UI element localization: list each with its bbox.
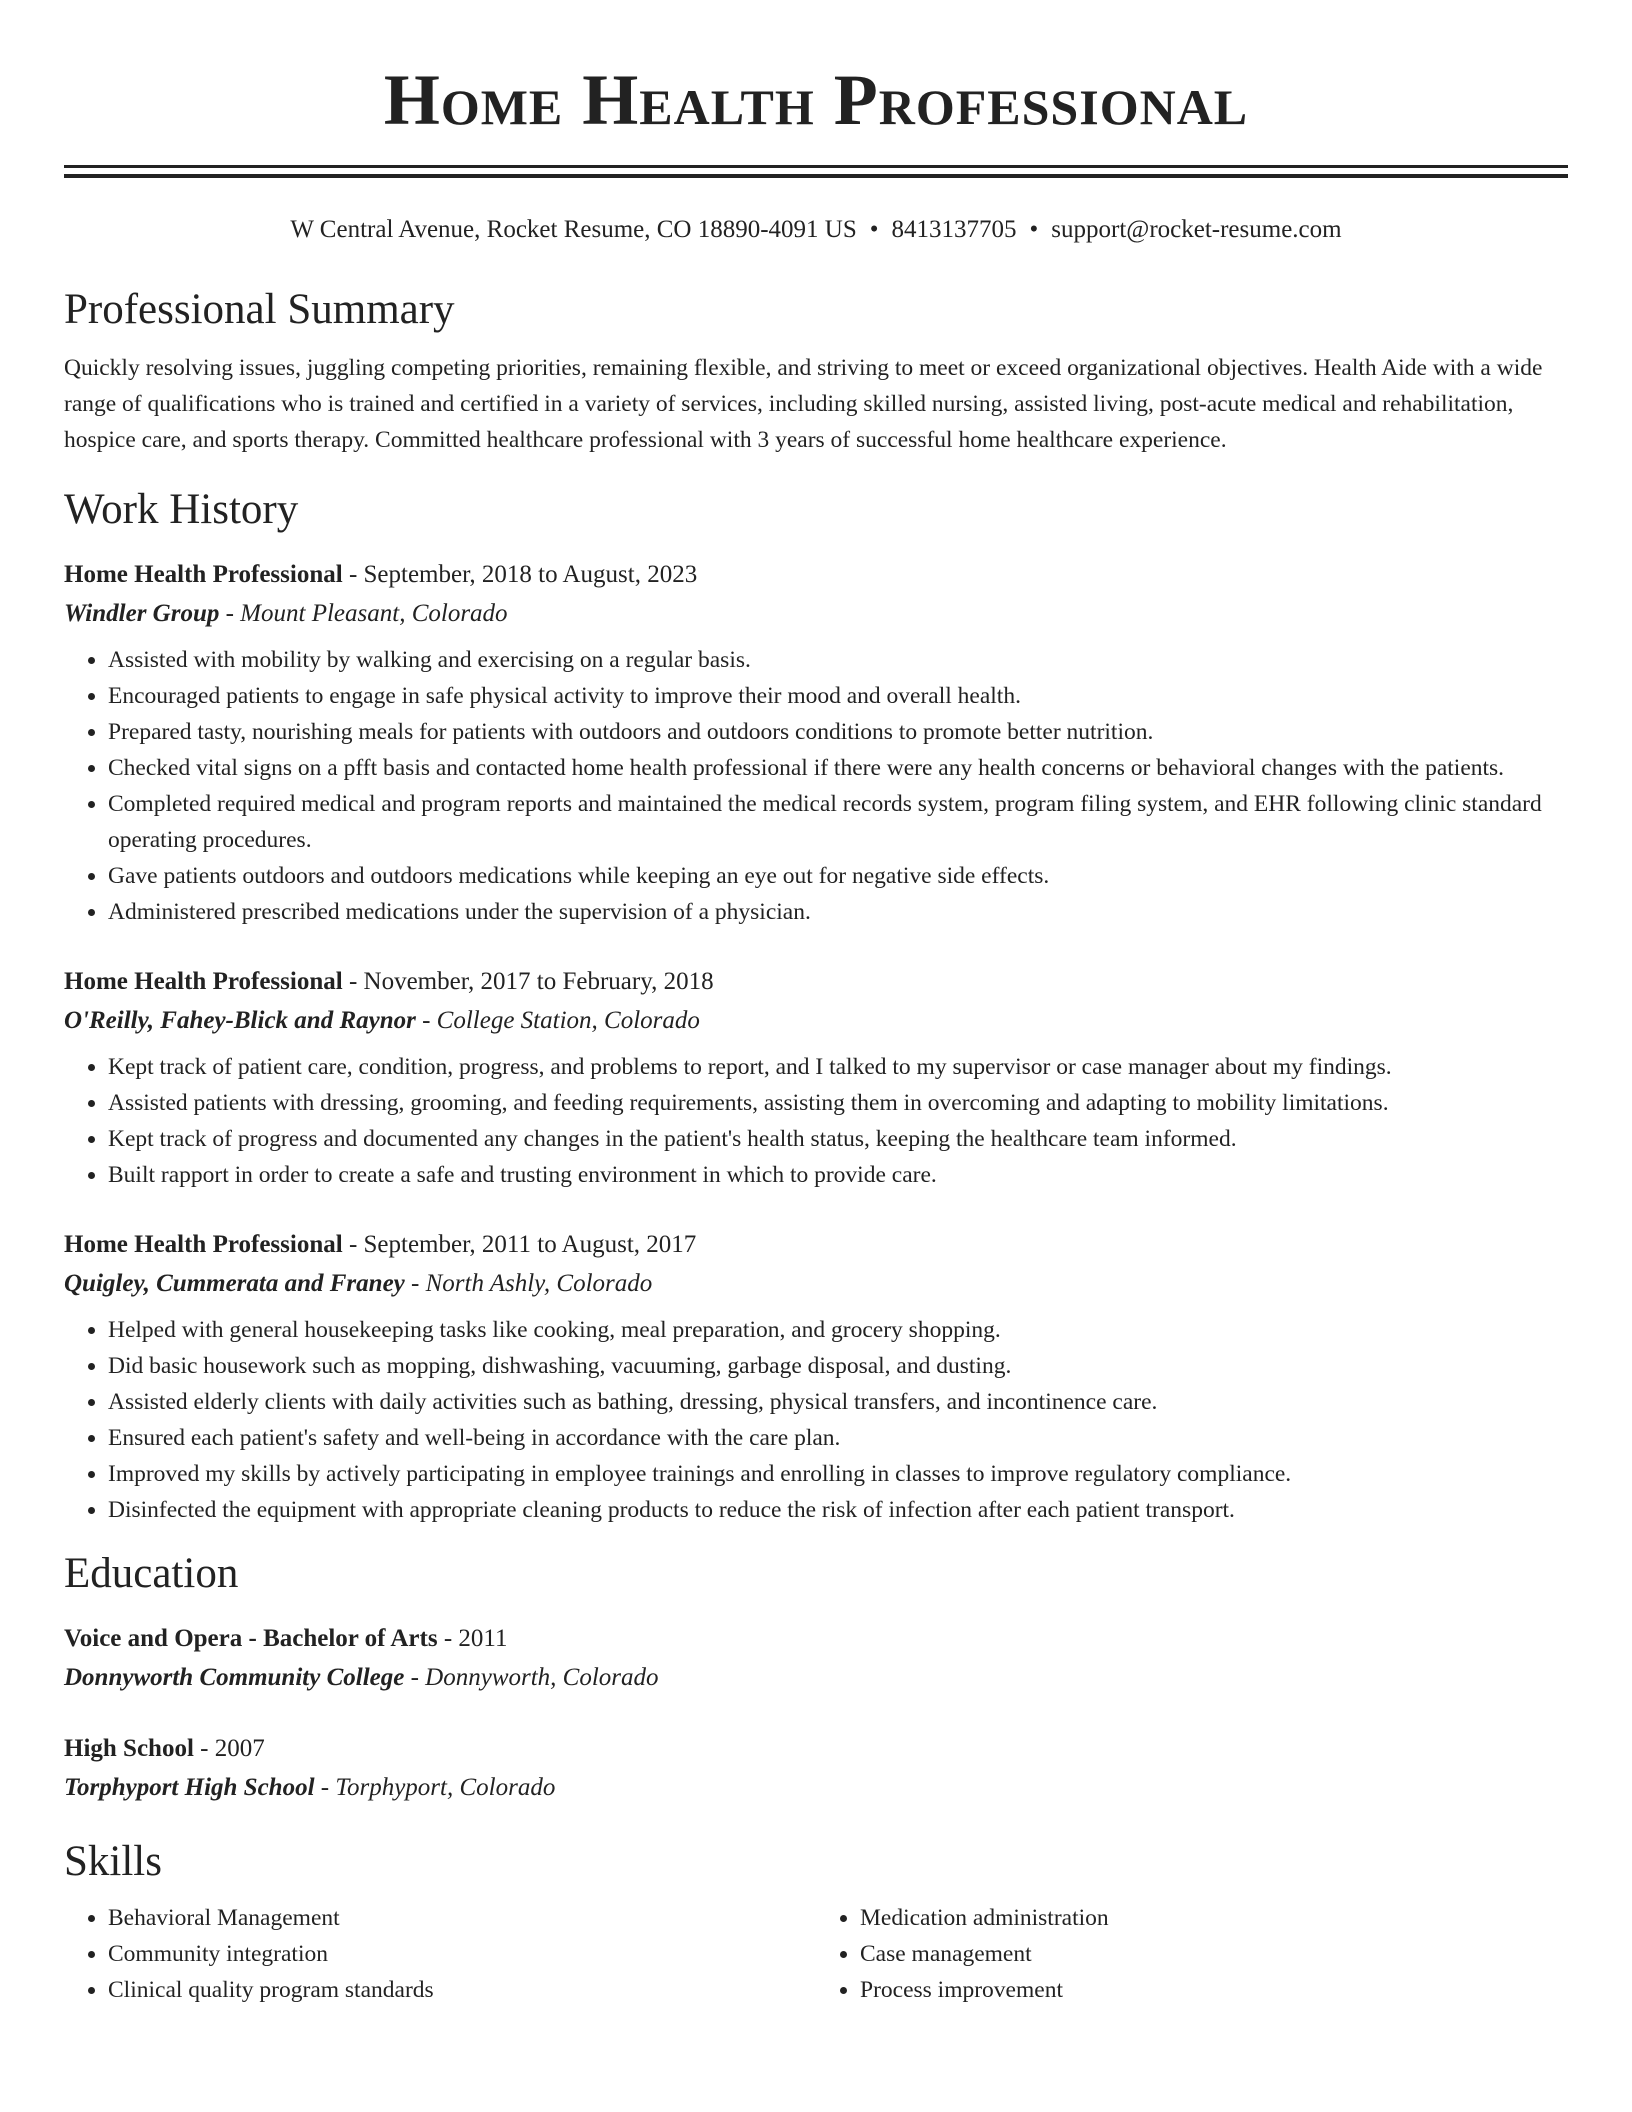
list-item: • Kept track of progress and documented any changes in the patient's health status, keeping the healthcare team informed. bbox=[108, 1121, 1568, 1157]
education-degree-line bbox=[64, 1620, 1568, 1658]
job-role: Home Health Professional bbox=[64, 561, 343, 588]
skills-columns bbox=[64, 1900, 1568, 2008]
list-item: • Encouraged patients to engage in safe physical activity to improve their mood and overall health. bbox=[108, 678, 1568, 714]
skills-heading: Skills bbox=[64, 1838, 162, 1885]
job-company-line bbox=[64, 1001, 1568, 1041]
contact-phone: 8413137705 bbox=[891, 216, 1017, 243]
list-item: • Ensured each patient's safety and well-being in accordance with the care plan. bbox=[108, 1420, 1568, 1456]
job-location: - Mount Pleasant, Colorado bbox=[219, 600, 508, 627]
skills-list-left bbox=[64, 1900, 816, 2008]
education-school-line bbox=[64, 1658, 1568, 1698]
list-item: • Disinfected the equipment with appropriate cleaning products to reduce the risk of infection after each patient transport. bbox=[108, 1492, 1568, 1528]
job-role: Home Health Professional bbox=[64, 968, 343, 995]
education-degree: High School bbox=[64, 1735, 194, 1762]
job-company: O'Reilly, Fahey-Blick and Raynor bbox=[64, 1007, 416, 1034]
education-degree-line bbox=[64, 1730, 1568, 1768]
job-dates: - September, 2018 to August, 2023 bbox=[342, 561, 698, 588]
list-item: • Did basic housework such as mopping, dishwashing, vacuuming, garbage disposal, and dusting. bbox=[108, 1348, 1568, 1384]
education-school: Donnyworth Community College bbox=[64, 1664, 405, 1691]
contact-address: W Central Avenue, Rocket Resume, CO 18890-4091 US bbox=[290, 216, 857, 243]
education-degree: Voice and Opera - Bachelor of Arts bbox=[64, 1625, 438, 1652]
list-item: • Assisted with mobility by walking and exercising on a regular basis. bbox=[108, 642, 1568, 678]
skill-item: • Clinical quality program standards bbox=[108, 1972, 816, 2008]
education-location: - Torphyport, Colorado bbox=[314, 1774, 556, 1801]
summary-text: Quickly resolving issues, juggling competing priorities, remaining flexible, and striving to meet or exceed organizational objectives. Health Aide with a wide range of qualifications who is trained and certified in a variety of services, including skilled nursing, assisted living, post-acute medical and rehabilitation, hospice care, and sports therapy. Committed healthcare professional with 3 years of successful home healthcare experience. bbox=[64, 355, 1543, 453]
education-year: - 2007 bbox=[193, 1735, 265, 1762]
list-item: • Improved my skills by actively participating in employee trainings and enrolling in classes to improve regulatory compliance. bbox=[108, 1456, 1568, 1492]
job-title-line bbox=[64, 1226, 1568, 1264]
list-item: • Kept track of patient care, condition, progress, and problems to report, and I talked to my supervisor or case manager about my findings. bbox=[108, 1049, 1568, 1085]
list-item: • Assisted patients with dressing, grooming, and feeding requirements, assisting them in overcoming and adapting to mobility limitations. bbox=[108, 1085, 1568, 1121]
list-item: • Completed required medical and program reports and maintained the medical records system, program filing system, and EHR following clinic standard operating procedures. bbox=[108, 786, 1568, 858]
job-location: - College Station, Colorado bbox=[415, 1007, 700, 1034]
education-location: - Donnyworth, Colorado bbox=[404, 1664, 659, 1691]
contact-email: support@rocket-resume.com bbox=[1051, 216, 1342, 243]
list-item: • Gave patients outdoors and outdoors medications while keeping an eye out for negative side effects. bbox=[108, 858, 1568, 894]
job-title-line bbox=[64, 963, 1568, 1001]
skill-item: • Medication administration bbox=[860, 1900, 1568, 1936]
job-dates: - November, 2017 to February, 2018 bbox=[342, 968, 714, 995]
skill-item: • Process improvement bbox=[860, 1972, 1568, 2008]
work-history-heading: Work History bbox=[64, 486, 299, 533]
resume-name: Home Health Professional bbox=[383, 60, 1249, 140]
job-entry bbox=[64, 1226, 1568, 1528]
header-rule-top bbox=[64, 165, 1568, 168]
summary-heading: Professional Summary bbox=[64, 286, 455, 333]
job-bullets bbox=[64, 1312, 1568, 1528]
job-entry bbox=[64, 556, 1568, 930]
job-dates: - September, 2011 to August, 2017 bbox=[342, 1231, 697, 1258]
list-item: • Helped with general housekeeping tasks like cooking, meal preparation, and grocery shopping. bbox=[108, 1312, 1568, 1348]
header-rule-bottom bbox=[64, 174, 1568, 178]
list-item: • Checked vital signs on a pfft basis and contacted home health professional if there were any health concerns or behavioral changes with the patients. bbox=[108, 750, 1568, 786]
contact-separator: • bbox=[869, 216, 879, 243]
contact-line bbox=[64, 214, 1568, 246]
job-company: Quigley, Cummerata and Franey bbox=[64, 1270, 405, 1297]
job-company: Windler Group bbox=[64, 600, 220, 627]
list-item: • Administered prescribed medications under the supervision of a physician. bbox=[108, 894, 1568, 930]
skill-item: • Behavioral Management bbox=[108, 1900, 816, 1936]
education-school-line bbox=[64, 1768, 1568, 1808]
job-bullets bbox=[64, 642, 1568, 930]
list-item: • Assisted elderly clients with daily activities such as bathing, dressing, physical transfers, and incontinence care. bbox=[108, 1384, 1568, 1420]
job-entry bbox=[64, 963, 1568, 1193]
skills-list-right bbox=[816, 1900, 1568, 2008]
job-company-line bbox=[64, 594, 1568, 634]
list-item: • Prepared tasty, nourishing meals for patients with outdoors and outdoors conditions to promote better nutrition. bbox=[108, 714, 1568, 750]
education-school: Torphyport High School bbox=[64, 1774, 315, 1801]
skill-item: • Case management bbox=[860, 1936, 1568, 1972]
list-item: • Built rapport in order to create a safe and trusting environment in which to provide care. bbox=[108, 1157, 1568, 1193]
job-title-line bbox=[64, 556, 1568, 594]
education-year: - 2011 bbox=[437, 1625, 508, 1652]
contact-separator: • bbox=[1029, 216, 1039, 243]
education-entry bbox=[64, 1620, 1568, 1698]
job-company-line bbox=[64, 1264, 1568, 1304]
education-entry bbox=[64, 1730, 1568, 1808]
job-role: Home Health Professional bbox=[64, 1231, 343, 1258]
job-bullets bbox=[64, 1049, 1568, 1193]
education-heading: Education bbox=[64, 1550, 239, 1597]
skill-item: • Community integration bbox=[108, 1936, 816, 1972]
job-location: - North Ashly, Colorado bbox=[404, 1270, 653, 1297]
